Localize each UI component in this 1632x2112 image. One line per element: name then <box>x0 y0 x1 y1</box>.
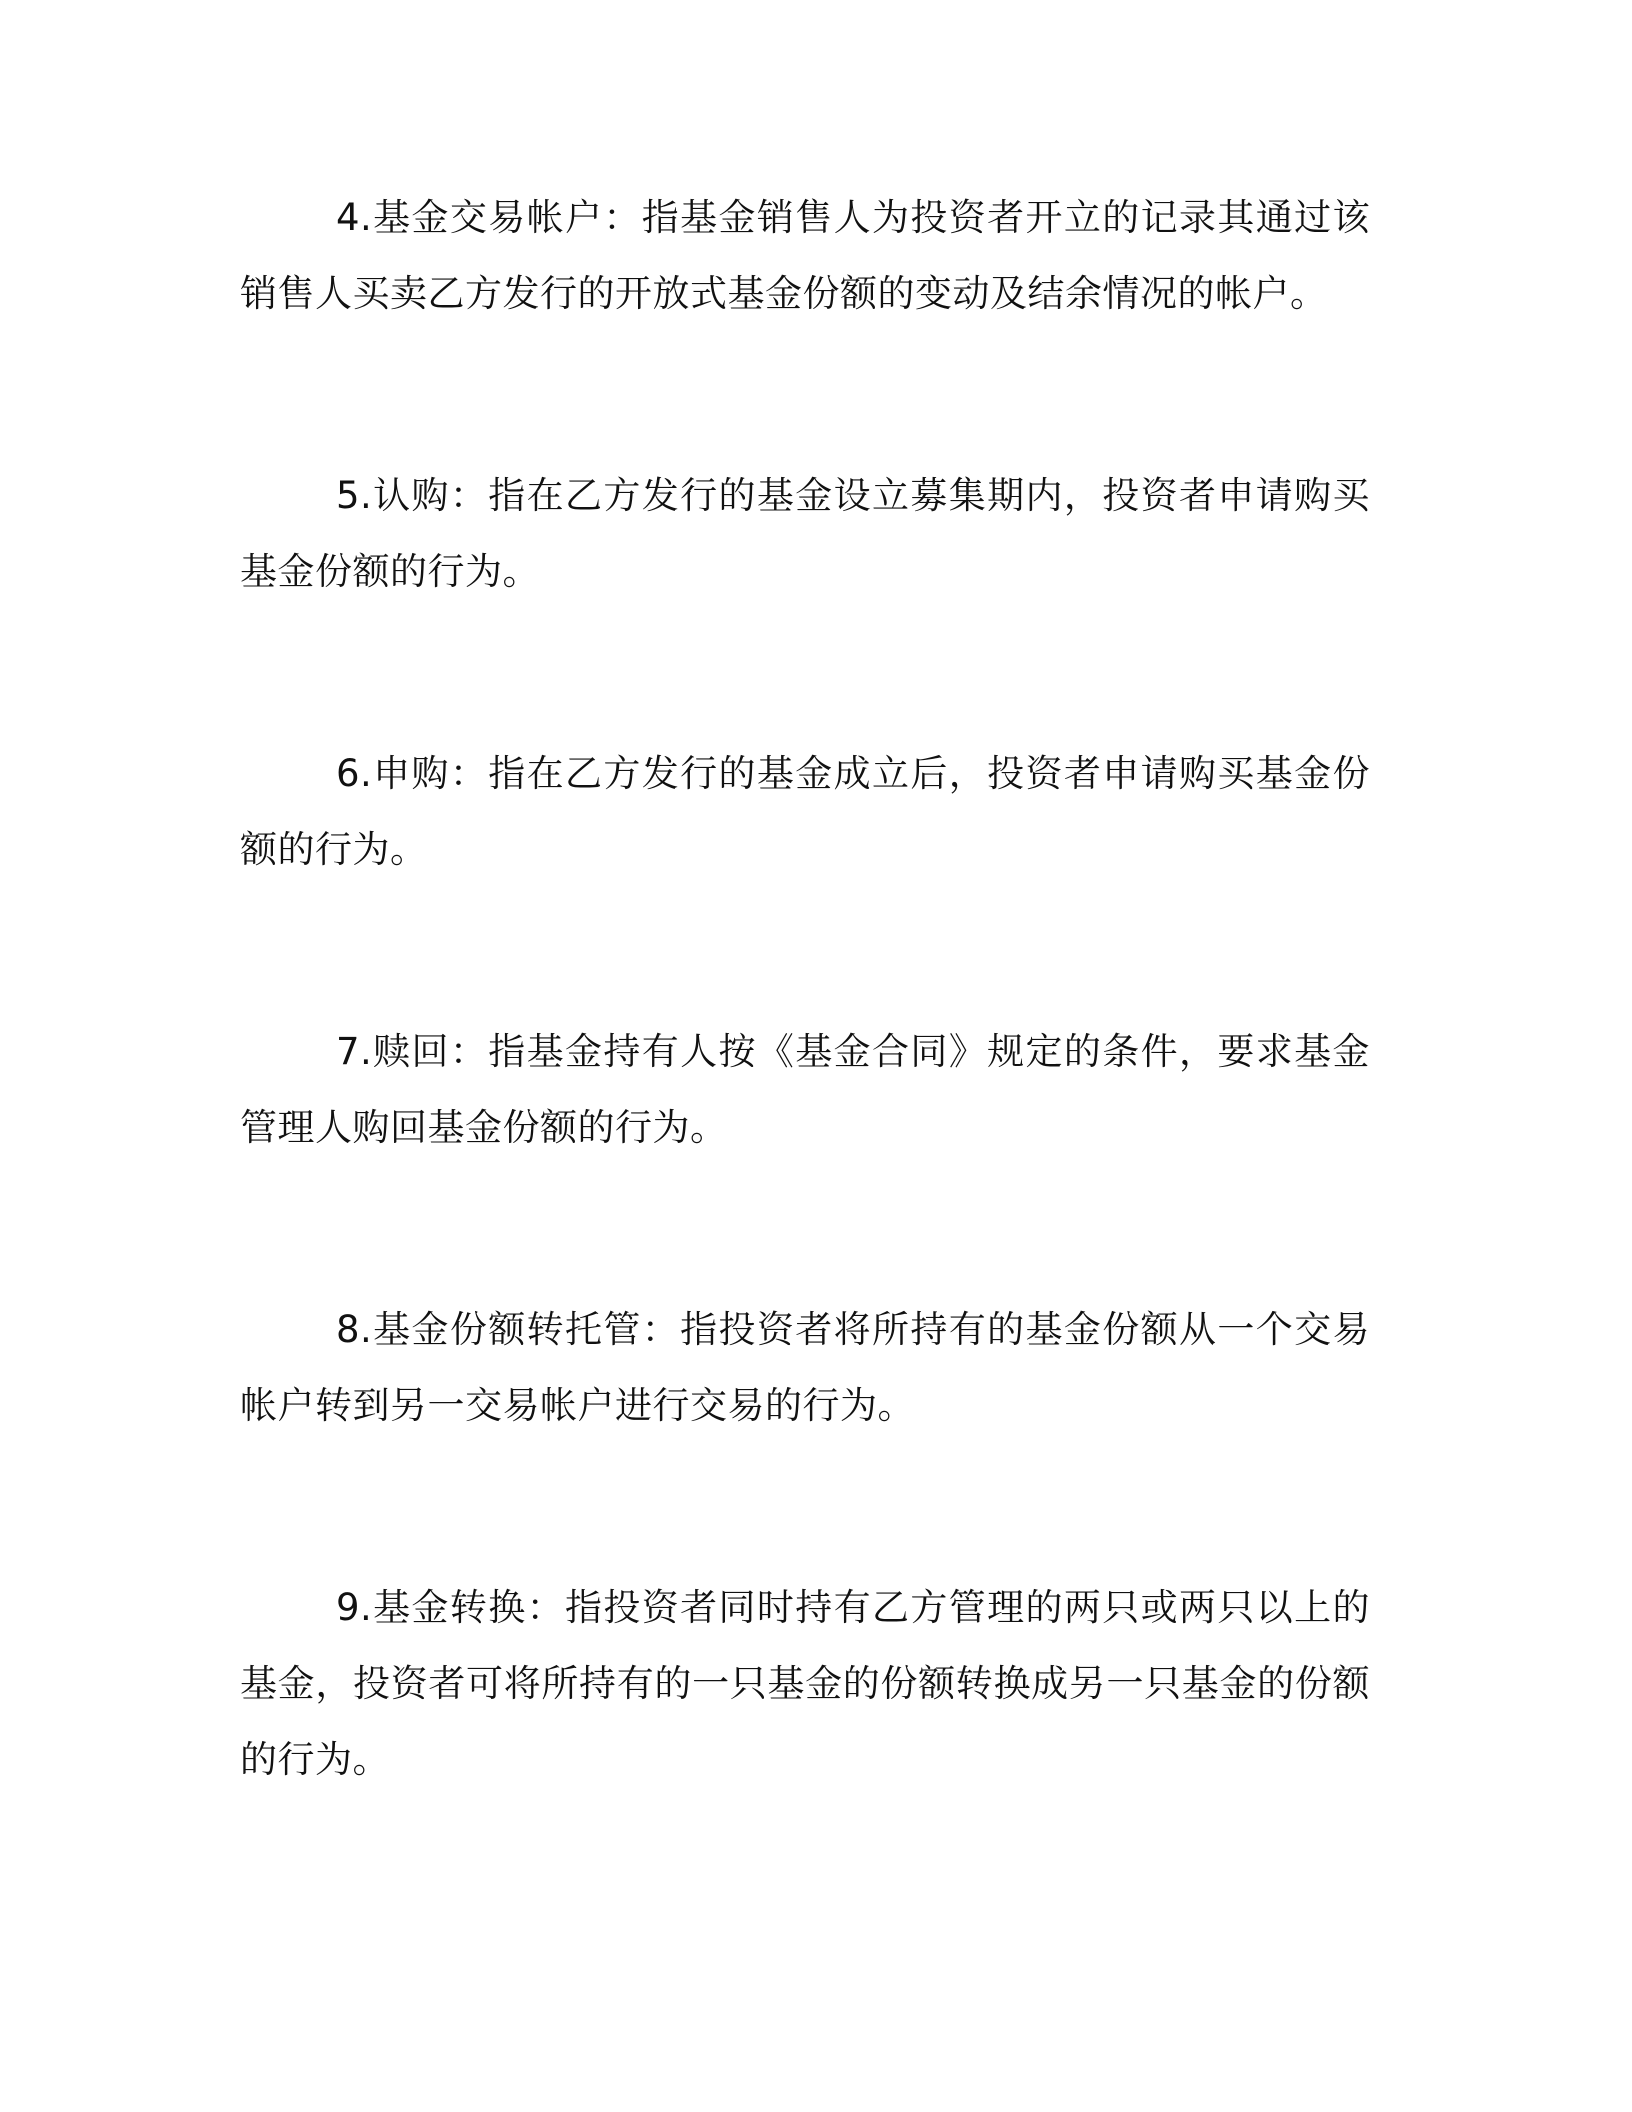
definition-paragraph-8: 8.基金份额转托管：指投资者将所持有的基金份额从一个交易帐户转到另一交易帐户进行交易的行为。 <box>240 1308 1370 1427</box>
definition-paragraph-6: 6.申购：指在乙方发行的基金成立后，投资者申请购买基金份额的行为。 <box>240 752 1370 871</box>
definition-paragraph-7: 7.赎回：指基金持有人按《基金合同》规定的条件，要求基金管理人购回基金份额的行为。 <box>240 1030 1370 1149</box>
definition-paragraph-5: 5.认购：指在乙方发行的基金设立募集期内，投资者申请购买基金份额的行为。 <box>240 474 1370 593</box>
definition-paragraph-9: 9.基金转换：指投资者同时持有乙方管理的两只或两只以上的基金，投资者可将所持有的一只基金的份额转换成另一只基金的份额的行为。 <box>240 1586 1370 1781</box>
definition-paragraph-4: 4.基金交易帐户：指基金销售人为投资者开立的记录其通过该销售人买卖乙方发行的开放式基金份额的变动及结余情况的帐户。 <box>240 196 1370 315</box>
